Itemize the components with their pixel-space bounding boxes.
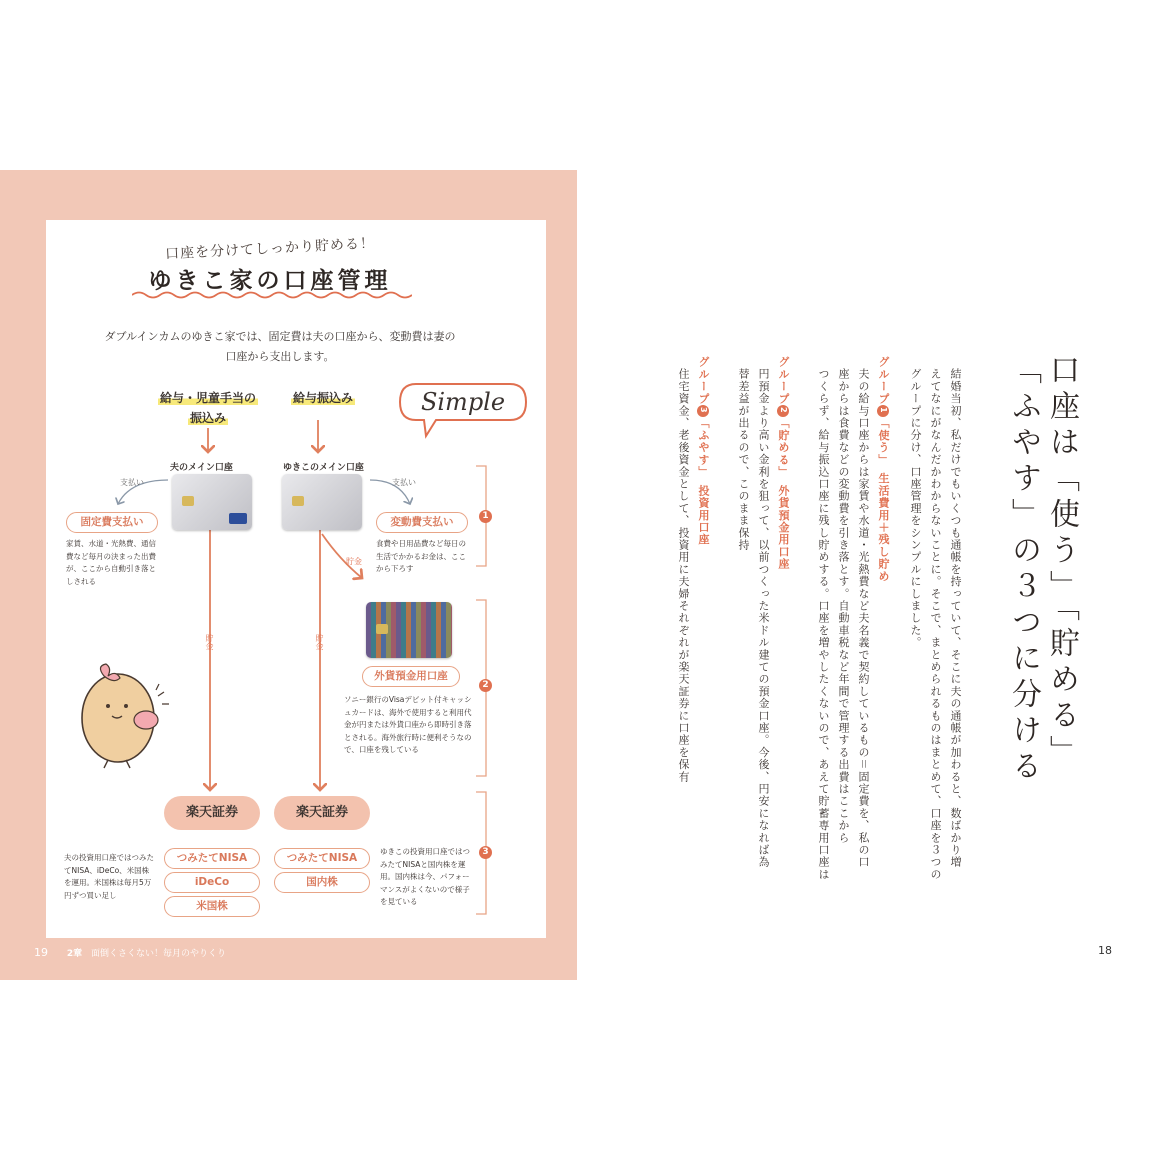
wife-income-label: 給与振込み — [292, 391, 353, 405]
group-3-title — [694, 356, 712, 996]
body-intro-line-2: えてなにがなんだかわからないことに。そこで、まとめられるものはまとめて、口座を３つの — [929, 368, 942, 881]
card-chip-icon — [376, 624, 388, 634]
product-pill-tsumitate-nisa-wife: つみたてNISA — [274, 848, 370, 869]
heading-line-1: 口座は「使う」「貯める」 — [1044, 354, 1079, 771]
group-3-title-text: 「ふやす」 投資用口座 — [697, 416, 710, 546]
group-3-body-line-1: 住宅資金、老後資金として、投資用に夫婦それぞれが楽天証券に口座を保有 — [677, 368, 690, 783]
wife-bank-card — [282, 474, 362, 530]
wife-invest-note: ゆきこの投資用口座ではつみたてNISAと国内株を運用。国内株は今、パフォーマンスがよくないので様子を見ている — [380, 847, 470, 906]
husband-bank-card — [172, 474, 252, 530]
variable-cost-pill: 変動費支払い — [376, 512, 468, 533]
group-badge-1: 1 — [479, 510, 492, 523]
diagram-title: ゆきこ家の口座管理 — [148, 268, 392, 294]
product-pill-tsumitate-nisa-husband: つみたてNISA — [164, 848, 260, 869]
group-3-number: 3 — [697, 405, 709, 417]
card-brand-icon — [229, 513, 247, 524]
card-chip-icon — [292, 496, 304, 506]
card-chip-icon — [182, 496, 194, 506]
savings-label-husband: 貯金 — [205, 634, 214, 650]
rakuten-securities-husband: 楽天証券 — [164, 796, 260, 830]
group-2-number: 2 — [777, 405, 789, 417]
fixed-pay-label: 支払い — [120, 478, 144, 487]
husband-invest-note: 夫の投資用口座ではつみたてNISA、iDeCo、米国株を運用。米国株は毎月5万円ずつ買い足し — [64, 853, 154, 900]
group-1-title-text: 「使う」 生活費用＋残し貯め — [877, 416, 890, 583]
product-pill-domestic-stocks: 国内株 — [274, 872, 370, 893]
variable-cost-note: 食費や日用品費など毎日の生活でかかるお金は、ここから下ろす — [376, 539, 466, 573]
foreign-currency-card — [366, 602, 452, 658]
foreign-deposit-pill: 外貨預金用口座 — [362, 666, 460, 687]
chapter-title: 面倒くさくない！毎月のやりくり — [91, 949, 227, 959]
group-1-number: 1 — [877, 405, 889, 417]
egg-character-illustration — [74, 660, 174, 770]
foreign-deposit-note: ソニー銀行のVisaデビット付キャッシュカードは、海外で使用すると利用代金が円または外貨口座から即時引き落とされる。海外旅行時に便利そうなので、口座を残している — [344, 695, 472, 754]
savings-label-foreign: 貯金 — [346, 557, 362, 566]
right-page-number: 18 — [1098, 944, 1112, 957]
fixed-cost-note: 家賃、水道・光熱費、通信費など毎月の決まった出費が、ここから自動引き落としされる — [66, 539, 156, 586]
wife-account-label: ゆきこのメイン口座 — [283, 463, 364, 473]
husband-account-label: 夫のメイン口座 — [170, 463, 233, 473]
heading-line-2: 「ふやす」の３つに分ける — [1006, 354, 1041, 786]
husband-income-line1: 給与・児童手当の — [159, 391, 256, 405]
group-1-title — [874, 356, 892, 996]
body-intro-line-1: 結婚当初、私だけでもいくつも通帳を持っていて、そこに夫の通帳が加わると、数ばかり増 — [949, 368, 962, 869]
right-page-heading — [1004, 354, 1080, 786]
group-3-title-prefix: グループ — [697, 356, 710, 405]
group-2-body-line-2: 替差益が出るので、このまま保持 — [737, 368, 750, 551]
group-1-title-prefix: グループ — [877, 356, 890, 405]
group-1-body-line-3: つくらず、給与振込口座に残し貯めする。口座を増やしたくないので、あえて貯蓄専用口座は — [817, 368, 830, 881]
husband-income-line2: 振込み — [189, 411, 226, 425]
group-1-body-line-1: 夫の給与口座からは家賃や水道・光熱費など夫名義で契約しているもの＝固定費を、私の口 — [857, 368, 870, 869]
group-badge-2: 2 — [479, 679, 492, 692]
product-pill-ideco: iDeCo — [164, 872, 260, 893]
fixed-cost-pill: 固定費支払い — [66, 512, 158, 533]
body-intro-line-3: グループに分け、口座管理をシンプルにしました。 — [909, 368, 922, 649]
chapter-number: 2章 — [66, 949, 83, 959]
group-2-title — [774, 356, 792, 996]
group-2-title-prefix: グループ — [777, 356, 790, 405]
group-2-body-line-1: 円預金より高い金利を狙って、以前つくった米ドル建ての預金口座。今後、円安になれば為 — [757, 368, 770, 869]
left-page-footer — [34, 946, 226, 959]
group-1-body-line-2: 座からは食費などの変動費を引き落とす。自動車税など年間で管理する出費はここから — [837, 368, 850, 844]
group-badge-3: 3 — [479, 846, 492, 859]
rakuten-securities-wife: 楽天証券 — [274, 796, 370, 830]
diagram-subtitle: 口座を分けてしっかり貯める！ — [164, 235, 376, 263]
diagram-intro-text: ダブルインカムのゆきこ家では、固定費は夫の口座から、変動費は妻の口座から支出します。 — [104, 330, 456, 363]
variable-pay-label: 支払い — [392, 478, 416, 487]
savings-label-wife: 貯金 — [315, 634, 324, 650]
left-page-number: 19 — [34, 946, 48, 959]
group-2-title-text: 「貯める」 外貨預金用口座 — [777, 416, 790, 570]
simple-badge-text: Simple — [420, 388, 506, 416]
product-pill-us-stocks: 米国株 — [164, 896, 260, 917]
